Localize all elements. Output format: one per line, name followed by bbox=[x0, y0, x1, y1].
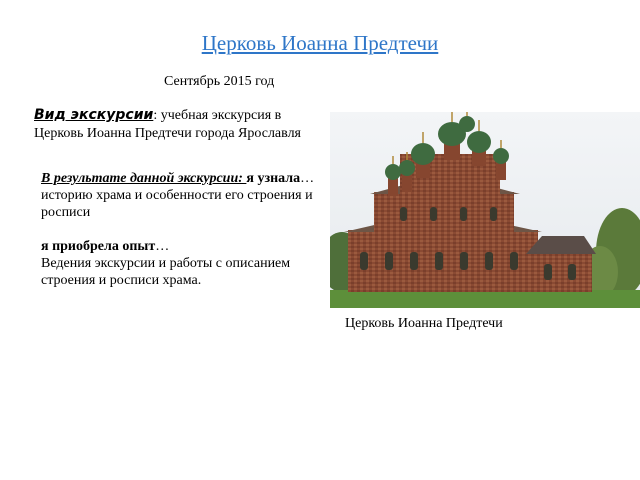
date-label: Сентябрь 2015 год bbox=[164, 74, 275, 89]
excursion-type-label: Вид экскурсии bbox=[34, 107, 154, 123]
church-wing bbox=[530, 252, 592, 292]
learned-ellipsis: … bbox=[300, 171, 315, 186]
gained-text: Ведения экскурсии и работы с описанием строения и росписи храма. bbox=[41, 256, 291, 288]
learned-label: я узнала bbox=[246, 171, 301, 186]
church-illustration bbox=[330, 112, 640, 308]
gained-ellipsis: … bbox=[155, 239, 170, 254]
excursion-type-separator: : bbox=[153, 108, 161, 123]
excursion-type-text: учебная экскурсия в Церковь Иоанна Предтечи города Ярославля bbox=[34, 108, 301, 141]
spacer bbox=[41, 221, 321, 238]
learned-text: историю храма и особенности его строения и росписи bbox=[41, 188, 313, 220]
photo-caption: Церковь Иоанна Предтечи bbox=[345, 316, 503, 331]
page-title[interactable]: Церковь Иоанна Предтечи bbox=[201, 31, 439, 55]
gained-label: я приобрела опыт bbox=[41, 239, 156, 254]
grass bbox=[330, 290, 640, 308]
results-block bbox=[41, 170, 321, 289]
excursion-type-block bbox=[34, 106, 324, 143]
gained-line bbox=[41, 238, 321, 255]
church-photo bbox=[330, 112, 640, 308]
results-heading: В результате данной экскурсии: bbox=[41, 171, 247, 186]
